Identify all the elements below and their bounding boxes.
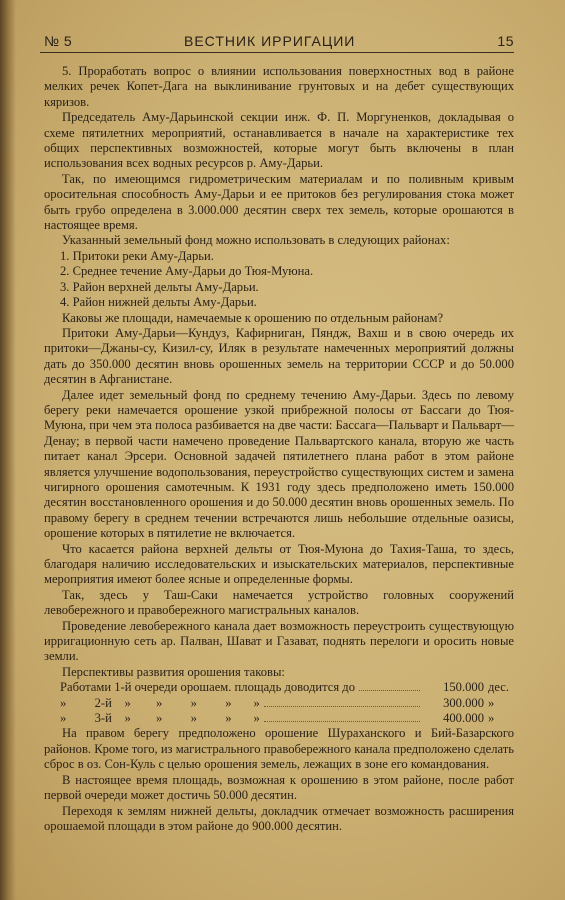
outlook-label: Работами 1-й очереди орошаем. площадь доводится до xyxy=(60,680,356,695)
outlook-unit: » xyxy=(488,711,495,726)
leader-dots xyxy=(264,706,420,707)
paragraph: Притоки Аму-Дарьи—Кундуз, Кафирниган, Пяндж, Вахш и в свою очередь их притоки—Джаны-су, Кизил-су, Иляк в результате намеченных мероприятий должны дать до 350.000 десятин вновь орошенных земель на территории СССР и до 50.000 десятин в Афганистане. xyxy=(44,325,514,387)
outlook-value: 400.000 xyxy=(443,711,484,726)
region-list-item: 4. Район нижней дельты Аму-Дарьи. xyxy=(60,295,257,310)
paragraph: Так, по имеющимся гидрометрическим материалам и по поливным кривым оросительная способность Аму-Дарьи и ее притоков без регулирования стока может быть грубо определена в 3.000.000 десятин сверх тех земель, которые орошаются в настоящее время. xyxy=(44,171,514,233)
paragraph: Председатель Аму-Дарьинской секции инж. Ф. П. Моргуненков, докладывая о схеме пятилетних мероприятий, останавливается в начале на характеристике тех общих перспективных возможностей, которые могут быть включены в план использования всех водных ресурсов р. Аму-Дарьи. xyxy=(44,110,514,171)
issue-number: № 5 xyxy=(44,33,73,49)
outlook-row xyxy=(44,696,514,711)
paragraph: Указанный земельный фонд можно использовать в следующих районах: xyxy=(62,233,450,248)
paragraph: Далее идет земельный фонд по среднему течению Аму-Дарьи. Здесь по левому берегу реки намечается орошение узкой прибрежной полосы от Бассаги до Тюя-Муюна, при чем эта полоса разбивается на две части: Бассага—Пальварт и Пальварт—Денау; в первой части намечено проведение Пальвартского канала, вторую же часть питает канал Эрсери. Основной задачей пятилетнего плана работ в этом районе является улучшение водопользования, переустройство существующих систем и замена чигирного орошения самотечным. К 1931 году здесь предположено иметь 150.000 десятин восстановленного орошения и до 50.000 десятин вновь орошенных земель. По правому берегу в среднем течении встречаются лишь небольшие отдельные оазисы, орошение которых в пятилетие не включается. xyxy=(44,387,514,541)
paragraph: 5. Проработать вопрос о влиянии использования поверхностных вод в районе мелких речек Копет-Дага на выклинивание грунтовых и на дебет существующих кяризов. xyxy=(44,64,514,109)
paragraph: Так, здесь у Таш-Саки намечается устройство головных сооружений левобережного и правобережного магистральных каналов. xyxy=(44,587,514,618)
paragraph: Проведение левобережного канала дает возможность переустроить существующую ирригационную сеть ар. Палван, Шават и Газават, поднять перелоги и оросить новые земли. xyxy=(44,618,514,664)
paragraph: Перспективы развития орошения таковы: xyxy=(62,664,285,679)
outlook-row xyxy=(44,711,514,726)
paragraph: Переходя к землям нижней дельты, докладчик отмечает возможность расширения орошаемой площади в этом районе до 900.000 десятин. xyxy=(44,803,514,833)
leader-dots xyxy=(264,721,420,722)
paragraph: В настоящее время площадь, возможная к орошению в этом районе, после работ первой очереди может достичь 50.000 десятин. xyxy=(44,772,514,803)
region-list-item: 3. Район верхней дельты Аму-Дарьи. xyxy=(60,279,259,294)
article-body xyxy=(44,64,514,834)
running-head xyxy=(44,33,514,51)
region-list-item: 2. Среднее течение Аму-Дарьи до Тюя-Муюна. xyxy=(60,264,314,279)
outlook-label: » 2-й » » » » » xyxy=(60,695,260,710)
header-rule xyxy=(40,52,514,53)
outlook-unit: » xyxy=(488,695,495,710)
paragraph: На правом берегу предположено орошение Шураханского и Бий-Базарского районов. Кроме того, из магистрального правобережного канала предположено сделать сброс в оз. Сон-Куль с целью орошения земель, лежащих в зоне его командования. xyxy=(44,726,514,772)
region-list-item: 1. Притоки реки Аму-Дарьи. xyxy=(60,248,214,263)
outlook-row xyxy=(44,680,514,695)
outlook-value: 300.000 xyxy=(443,695,484,710)
outlook-value: 150.000 xyxy=(443,680,484,695)
outlook-label: » 3-й » » » » » xyxy=(60,711,260,726)
outlook-unit: дес. xyxy=(488,680,510,695)
page-number: 15 xyxy=(497,33,514,49)
book-spine-shadow xyxy=(0,0,16,900)
journal-title: ВЕСТНИК ИРРИГАЦИИ xyxy=(184,33,356,49)
paragraph: Каковы же площади, намечаемые к орошению по отдельным районам? xyxy=(62,310,444,325)
paragraph: Что касается района верхней дельты от Тюя-Муюна до Тахия-Таша, то здесь, благодаря наличию исследовательских и изыскательских материалов, перспективные мероприятия имеют более ясные и определенные формы. xyxy=(44,541,514,587)
leader-dots xyxy=(359,690,420,691)
